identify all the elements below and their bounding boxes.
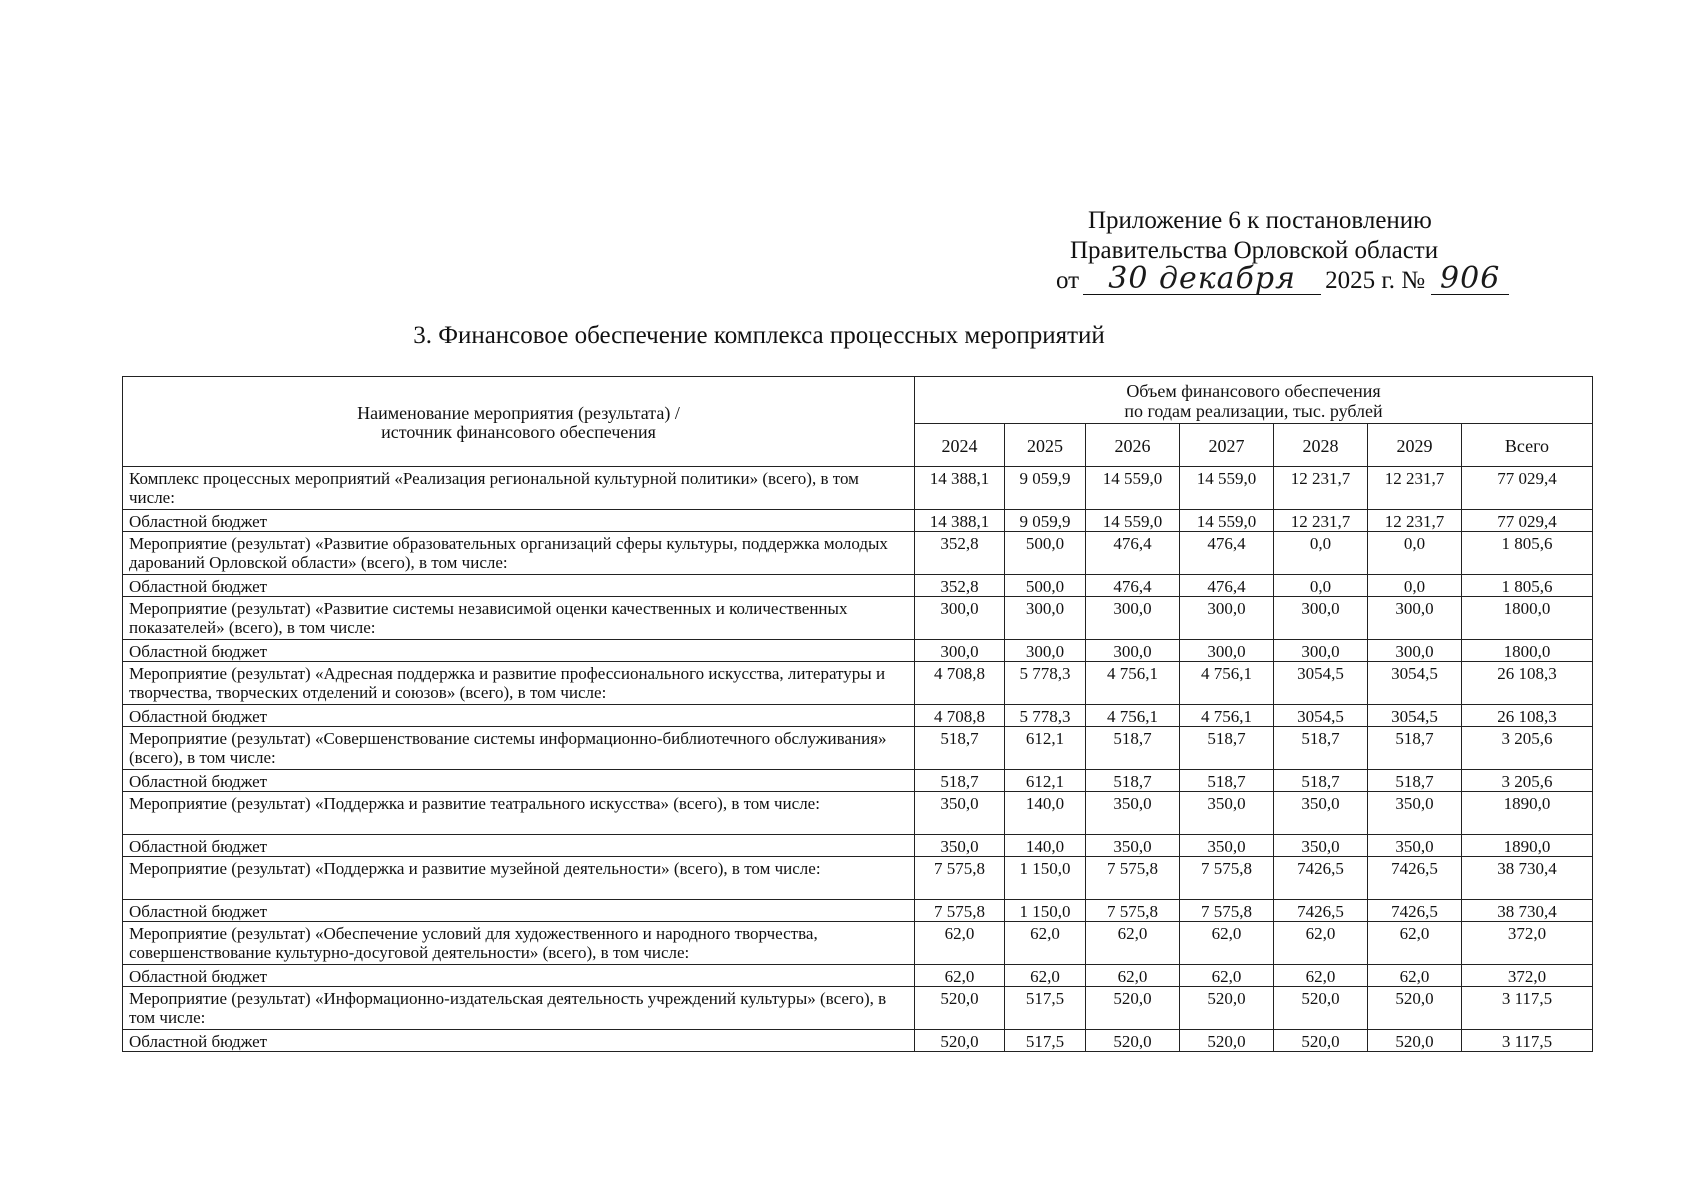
year-value-cell: 4 756,1	[1180, 662, 1274, 705]
year-value-cell: 300,0	[1086, 597, 1180, 640]
header-name-line-1: Наименование мероприятия (результата) /	[357, 402, 680, 423]
activity-name: Мероприятие (результат) «Развитие образовательных организаций сферы культуры, поддержка молодых дарований Орловской области» (всего), в том числе:	[123, 532, 915, 575]
year-value-cell: 7 575,8	[915, 857, 1005, 900]
year-value-cell: 520,0	[1274, 987, 1368, 1030]
year-value-cell: 9 059,9	[1005, 467, 1086, 510]
funding-source-name: Областной бюджет	[123, 900, 915, 922]
year-value-cell: 300,0	[1274, 640, 1368, 662]
year-value-cell: 14 559,0	[1180, 467, 1274, 510]
year-value-cell: 3054,5	[1368, 705, 1462, 727]
header-year: 2026	[1086, 424, 1180, 467]
year-value-cell: 350,0	[915, 835, 1005, 857]
year-value-cell: 3054,5	[1274, 662, 1368, 705]
date-field	[1083, 261, 1321, 296]
year-value-cell: 300,0	[1005, 640, 1086, 662]
year-value-cell: 300,0	[1274, 597, 1368, 640]
year-value-cell: 62,0	[1274, 922, 1368, 965]
year-value-cell: 12 231,7	[1368, 467, 1462, 510]
year-value-cell: 520,0	[1180, 987, 1274, 1030]
year-value-cell: 62,0	[1086, 965, 1180, 987]
header-total: Всего	[1462, 424, 1593, 467]
total-value-cell: 3 205,6	[1462, 727, 1593, 770]
year-value-cell: 7 575,8	[1086, 857, 1180, 900]
year-value-cell: 3054,5	[1274, 705, 1368, 727]
year-value-cell: 7 575,8	[915, 900, 1005, 922]
year-value-cell: 300,0	[1368, 640, 1462, 662]
year-value-cell: 518,7	[1086, 770, 1180, 792]
year-value-cell: 350,0	[1086, 792, 1180, 835]
year-value-cell: 12 231,7	[1274, 467, 1368, 510]
year-value-cell: 5 778,3	[1005, 662, 1086, 705]
year-value-cell: 4 756,1	[1180, 705, 1274, 727]
year-value-cell: 350,0	[1180, 792, 1274, 835]
activity-name: Мероприятие (результат) «Развитие системы независимой оценки качественных и количественных показателей» (всего), в том числе:	[123, 597, 915, 640]
total-value-cell: 1800,0	[1462, 597, 1593, 640]
total-value-cell: 1800,0	[1462, 640, 1593, 662]
year-value-cell: 7 575,8	[1180, 900, 1274, 922]
year-value-cell: 62,0	[1274, 965, 1368, 987]
year-value-cell: 352,8	[915, 532, 1005, 575]
funding-source-name: Областной бюджет	[123, 575, 915, 597]
header-group-line-1: Объем финансового обеспечения	[1126, 381, 1381, 401]
activity-row	[123, 922, 1593, 965]
year-value-cell: 350,0	[1180, 835, 1274, 857]
year-value-cell: 14 559,0	[1086, 510, 1180, 532]
handwritten-number: 906	[1440, 261, 1501, 296]
funding-source-row	[123, 575, 1593, 597]
activity-name: Комплекс процессных мероприятий «Реализация региональной культурной политики» (всего), в том числе:	[123, 467, 915, 510]
funding-source-name: Областной бюджет	[123, 770, 915, 792]
funding-source-row	[123, 705, 1593, 727]
appendix-block	[1040, 206, 1520, 300]
year-value-cell: 300,0	[1180, 640, 1274, 662]
year-value-cell: 612,1	[1005, 770, 1086, 792]
year-value-cell: 7 575,8	[1086, 900, 1180, 922]
year-value-cell: 62,0	[915, 922, 1005, 965]
total-value-cell: 1 805,6	[1462, 532, 1593, 575]
year-value-cell: 62,0	[1368, 965, 1462, 987]
year-value-cell: 518,7	[1180, 770, 1274, 792]
year-value-cell: 0,0	[1368, 575, 1462, 597]
year-value-cell: 1 150,0	[1005, 900, 1086, 922]
funding-source-name: Областной бюджет	[123, 705, 915, 727]
year-value-cell: 350,0	[1086, 835, 1180, 857]
activity-name: Мероприятие (результат) «Обеспечение условий для художественного и народного творчества, совершенствование культурно-досуговой деятельности» (всего), в том числе:	[123, 922, 915, 965]
funding-source-name: Областной бюджет	[123, 835, 915, 857]
total-value-cell: 372,0	[1462, 922, 1593, 965]
year-value-cell: 14 388,1	[915, 510, 1005, 532]
activity-row	[123, 727, 1593, 770]
year-value-cell: 517,5	[1005, 987, 1086, 1030]
total-value-cell: 3 117,5	[1462, 1030, 1593, 1052]
year-value-cell: 520,0	[1086, 1030, 1180, 1052]
year-value-cell: 520,0	[1368, 987, 1462, 1030]
year-value-cell: 518,7	[1368, 727, 1462, 770]
header-year: 2028	[1274, 424, 1368, 467]
year-value-cell: 4 756,1	[1086, 662, 1180, 705]
year-value-cell: 4 756,1	[1086, 705, 1180, 727]
year-value-cell: 300,0	[1180, 597, 1274, 640]
year-value-cell: 612,1	[1005, 727, 1086, 770]
year-value-cell: 12 231,7	[1368, 510, 1462, 532]
total-value-cell: 38 730,4	[1462, 900, 1593, 922]
year-value-cell: 14 388,1	[915, 467, 1005, 510]
appendix-line-1: Приложение 6 к постановлению	[1088, 207, 1432, 234]
total-value-cell: 38 730,4	[1462, 857, 1593, 900]
appendix-date-line	[1040, 261, 1520, 300]
year-value-cell: 476,4	[1086, 575, 1180, 597]
year-value-cell: 520,0	[1086, 987, 1180, 1030]
year-value-cell: 518,7	[1274, 770, 1368, 792]
year-value-cell: 300,0	[1005, 597, 1086, 640]
table-body	[123, 467, 1593, 1052]
year-value-cell: 4 708,8	[915, 662, 1005, 705]
year-value-cell: 476,4	[1086, 532, 1180, 575]
year-value-cell: 14 559,0	[1086, 467, 1180, 510]
year-value-cell: 7426,5	[1368, 857, 1462, 900]
header-name-line-2: источник финансового обеспечения	[381, 421, 656, 442]
header-name-cell	[123, 377, 915, 467]
year-value-cell: 520,0	[1368, 1030, 1462, 1052]
year-value-cell: 62,0	[1086, 922, 1180, 965]
year-value-cell: 62,0	[1180, 922, 1274, 965]
year-value-cell: 517,5	[1005, 1030, 1086, 1052]
year-value-cell: 500,0	[1005, 532, 1086, 575]
year-value-cell: 518,7	[1368, 770, 1462, 792]
year-value-cell: 3054,5	[1368, 662, 1462, 705]
year-value-cell: 518,7	[1274, 727, 1368, 770]
year-value-cell: 0,0	[1274, 532, 1368, 575]
year-value-cell: 350,0	[1274, 835, 1368, 857]
year-value-cell: 140,0	[1005, 792, 1086, 835]
funding-source-row	[123, 1030, 1593, 1052]
activity-name: Мероприятие (результат) «Поддержка и развитие театрального искусства» (всего), в том числе:	[123, 792, 915, 835]
year-value-cell: 476,4	[1180, 532, 1274, 575]
activity-name: Мероприятие (результат) «Информационно-издательская деятельность учреждений культуры» (всего), в том числе:	[123, 987, 915, 1030]
year-value-cell: 7 575,8	[1180, 857, 1274, 900]
funding-source-row	[123, 835, 1593, 857]
year-value-cell: 1 150,0	[1005, 857, 1086, 900]
activity-row	[123, 532, 1593, 575]
funding-source-row	[123, 965, 1593, 987]
number-field	[1431, 261, 1509, 296]
document-title: 3. Финансовое обеспечение комплекса процессных мероприятий	[413, 322, 1105, 349]
year-value-cell: 7426,5	[1368, 900, 1462, 922]
appendix-line-2: Правительства Орловской области	[1070, 237, 1439, 264]
year-value-cell: 300,0	[915, 597, 1005, 640]
year-value-cell: 5 778,3	[1005, 705, 1086, 727]
handwritten-date: 30 декабря	[1108, 261, 1296, 296]
funding-source-name: Областной бюджет	[123, 1030, 915, 1052]
year-value-cell: 518,7	[915, 727, 1005, 770]
year-value-cell: 520,0	[915, 1030, 1005, 1052]
year-value-cell: 350,0	[1368, 792, 1462, 835]
year-value-cell: 62,0	[1180, 965, 1274, 987]
header-group-cell	[915, 377, 1593, 424]
activity-row	[123, 987, 1593, 1030]
year-value-cell: 62,0	[1368, 922, 1462, 965]
activity-name: Мероприятие (результат) «Поддержка и развитие музейной деятельности» (всего), в том числе:	[123, 857, 915, 900]
total-value-cell: 1890,0	[1462, 835, 1593, 857]
year-value-cell: 7426,5	[1274, 900, 1368, 922]
activity-row	[123, 662, 1593, 705]
funding-source-row	[123, 900, 1593, 922]
header-row-1	[123, 377, 1593, 424]
year-value-cell: 500,0	[1005, 575, 1086, 597]
year-value-cell: 0,0	[1368, 532, 1462, 575]
header-year: 2024	[915, 424, 1005, 467]
year-value-cell: 520,0	[1180, 1030, 1274, 1052]
funding-source-row	[123, 510, 1593, 532]
funding-source-row	[123, 770, 1593, 792]
funding-source-name: Областной бюджет	[123, 510, 915, 532]
year-value-cell: 350,0	[915, 792, 1005, 835]
number-prefix: г. №	[1381, 267, 1426, 294]
year-value-cell: 62,0	[1005, 922, 1086, 965]
year-value-cell: 300,0	[915, 640, 1005, 662]
total-value-cell: 77 029,4	[1462, 510, 1593, 532]
activity-row	[123, 597, 1593, 640]
activity-name: Мероприятие (результат) «Совершенствование системы информационно-библиотечного обслуживания» (всего), в том числе:	[123, 727, 915, 770]
year-value-cell: 0,0	[1274, 575, 1368, 597]
year-value-cell: 520,0	[1274, 1030, 1368, 1052]
total-value-cell: 372,0	[1462, 965, 1593, 987]
year-value-cell: 518,7	[1086, 727, 1180, 770]
activity-name: Мероприятие (результат) «Адресная поддержка и развитие профессионального искусства, литературы и творчества, творческих отделений и союзов» (всего), в том числе:	[123, 662, 915, 705]
year-value-cell: 300,0	[1086, 640, 1180, 662]
year-value-cell: 518,7	[1180, 727, 1274, 770]
activity-row	[123, 857, 1593, 900]
date-prefix: от	[1056, 267, 1080, 294]
year-value-cell: 350,0	[1274, 792, 1368, 835]
total-value-cell: 26 108,3	[1462, 705, 1593, 727]
year-value-cell: 9 059,9	[1005, 510, 1086, 532]
year-value-cell: 7426,5	[1274, 857, 1368, 900]
total-value-cell: 1890,0	[1462, 792, 1593, 835]
year-value-cell: 62,0	[1005, 965, 1086, 987]
year-value-cell: 14 559,0	[1180, 510, 1274, 532]
year-value-cell: 352,8	[915, 575, 1005, 597]
year-value-cell: 518,7	[915, 770, 1005, 792]
activity-row	[123, 792, 1593, 835]
document-year: 2025	[1325, 267, 1376, 294]
total-value-cell: 26 108,3	[1462, 662, 1593, 705]
header-year: 2025	[1005, 424, 1086, 467]
header-group-line-2: по годам реализации, тыс. рублей	[1124, 401, 1383, 421]
year-value-cell: 62,0	[915, 965, 1005, 987]
funding-source-row	[123, 640, 1593, 662]
funding-source-name: Областной бюджет	[123, 965, 915, 987]
year-value-cell: 140,0	[1005, 835, 1086, 857]
header-year: 2029	[1368, 424, 1462, 467]
total-value-cell: 3 205,6	[1462, 770, 1593, 792]
year-value-cell: 12 231,7	[1274, 510, 1368, 532]
funding-source-name: Областной бюджет	[123, 640, 915, 662]
total-value-cell: 1 805,6	[1462, 575, 1593, 597]
year-value-cell: 476,4	[1180, 575, 1274, 597]
year-value-cell: 300,0	[1368, 597, 1462, 640]
header-year: 2027	[1180, 424, 1274, 467]
total-value-cell: 3 117,5	[1462, 987, 1593, 1030]
activity-row	[123, 467, 1593, 510]
year-value-cell: 4 708,8	[915, 705, 1005, 727]
year-value-cell: 350,0	[1368, 835, 1462, 857]
financing-table	[122, 376, 1593, 1052]
year-value-cell: 520,0	[915, 987, 1005, 1030]
total-value-cell: 77 029,4	[1462, 467, 1593, 510]
